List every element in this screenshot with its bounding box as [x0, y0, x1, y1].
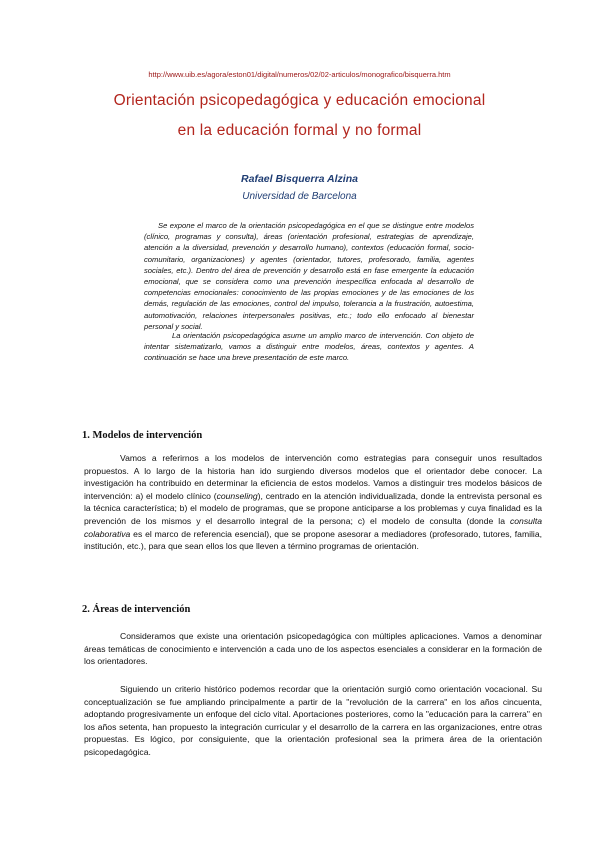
section-heading-models: 1. Modelos de intervención [82, 430, 203, 441]
paragraph-emphasis: consulta colaborativa [84, 515, 542, 539]
section-models-paragraph [84, 452, 542, 553]
title-line-2: en la educación formal y no formal [177, 122, 422, 139]
abstract-paragraph-2: La orientación psicopedagógica asume un amplio marco de intervención. Con objeto de intentar sistematizarlo, vamos a distinguir entre modelos, áreas, contextos y agentes. A continuación se hace una breve presentación de este marco. [144, 331, 474, 363]
author-affiliation: Universidad de Barcelona [242, 191, 357, 202]
section-heading-areas: 2. Áreas de intervención [82, 604, 191, 615]
paragraph-text: ), centrado en la atención individualizada, donde la entrevista personal es la técnica característica; b) el modelo de programas, que se propone anticiparse a los problemas y cuya finalidad es la prevención de los mismos y el desarrollo integral de la persona; c) el modelo de consulta (donde la [84, 490, 542, 526]
paragraph-emphasis: counseling [216, 490, 258, 501]
paragraph-text: Vamos a referirnos a los modelos de intervención como estrategias para conseguir unos resultados propuestos. A lo largo de la historia han ido surgiendo diversos modelos que el orientador debe conocer. La investigación ha contribuido en determinar la eficiencia de estos modelos. Vamos a distinguir tres modelos básicos de intervención: a) el modelo clínico ( [84, 453, 542, 501]
author-name: Rafael Bisquerra Alzina [241, 173, 358, 185]
section-areas-paragraph-1: Consideramos que existe una orientación psicopedagógica con múltiples aplicaciones. Vamos a denominar áreas temáticas de conocimiento e intervención a cada uno de los aspectos esenciales a considerar en la formación de los orientadores. [84, 631, 542, 667]
source-url[interactable]: http://www.uib.es/agora/eston01/digital/numeros/02/02-articulos/monografico/bisquerra.htm [148, 70, 451, 79]
title-line-1: Orientación psicopedagógica y educación emocional [113, 92, 486, 109]
abstract-paragraph-1: Se expone el marco de la orientación psicopedagógica en el que se distingue entre modelos (clínico, programas y consulta), áreas (orientación profesional, estrategias de aprendizaje, atención a la diversidad, prevención y desarrollo humano), contextos (educación formal, socio-comunitario, organizaciones) y agentes (orientador, tutores, profesorado, familia, agentes sociales, etc.). Dentro del área de prevención y desarrollo está en fase emergente la educación emocional, que se considera como una prevención inespecífica enfocada al desarrollo de competencias emocionales: conocimiento de las propias emociones y de las emociones de los demás, regulación de las emociones, control del impulso, tolerancia a la frustración, autoestima, automotivación, relaciones interpersonales positivas, etc.; todo ello enfocado al bienestar personal y social. [144, 221, 474, 331]
paragraph-text: es el marco de referencia esencial), que se propone asesorar a mediadores (profesorado, tutores, familia, institución, etc.), para que sean ellos los que lleven a término programas de orientación. [84, 528, 542, 552]
section-areas-paragraph-2: Siguiendo un criterio histórico podemos recordar que la orientación surgió como orientación vocacional. Su conceptualización se fue ampliando principalmente a partir de la "revolución de la carrera" en los años cincuenta, adoptando progresivamente un enfoque del ciclo vital. Aportaciones posteriores, como la "educación para la carrera" en los años setenta, han propuesto la integración curricular y el desarrollo de la carrera en las organizaciones, entre otras propuestas. Es lógico, por consiguiente, que la orientación profesional sea la primera área de la orientación psicopedagógica. [84, 684, 542, 757]
